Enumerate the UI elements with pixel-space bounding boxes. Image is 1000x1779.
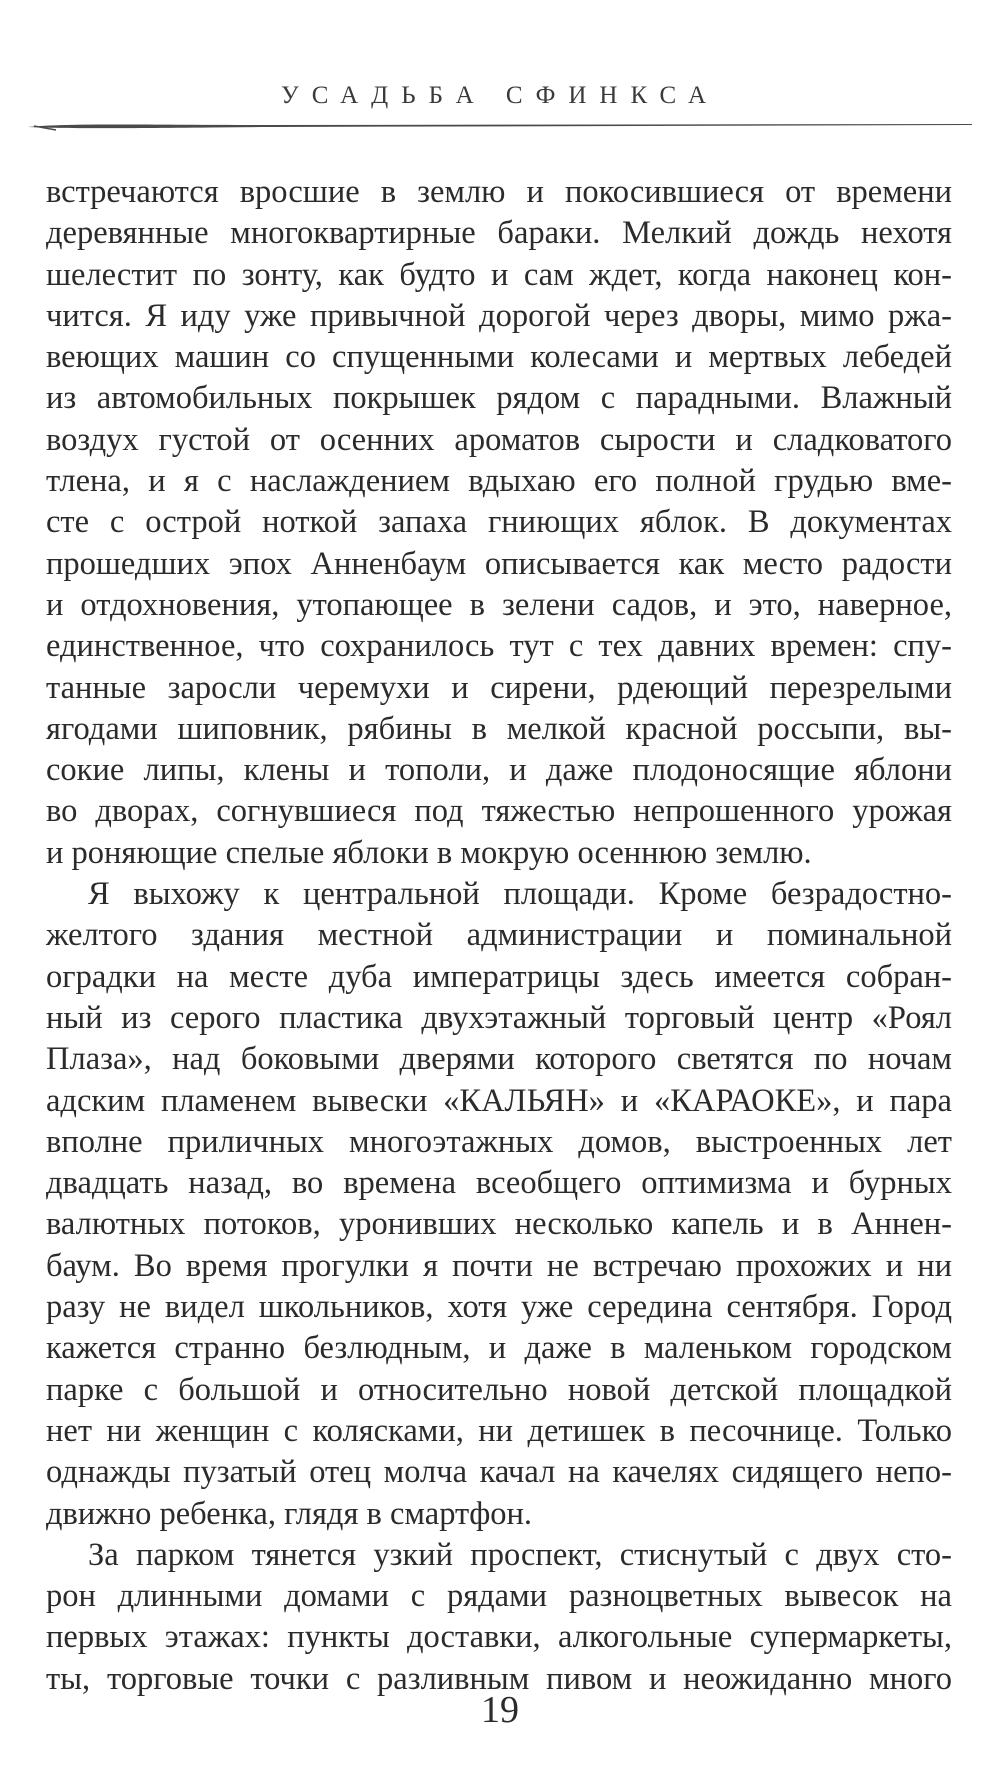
text-line: вполне приличных многоэтажных домов, выстроенных лет bbox=[46, 1123, 952, 1160]
text-line: За парком тянется узкий проспект, стиснутый с двух сто- bbox=[88, 1536, 952, 1573]
text-line: движно ребенка, глядя в смартфон. bbox=[46, 1495, 533, 1532]
text-line: и роняющие спелые яблоки в мокрую осеннюю землю. bbox=[46, 834, 812, 871]
text-line: рон длинными домами с рядами разноцветных вывесок на bbox=[46, 1578, 952, 1615]
text-line: шелестит по зонту, как будто и сам ждет, когда наконец кон- bbox=[46, 256, 952, 293]
text-line: Плаза», над боковыми дверями которого светятся по ночам bbox=[46, 1041, 952, 1078]
text-line: нет ни женщин с колясками, ни детишек в песочнице. Только bbox=[46, 1412, 952, 1449]
text-line: воздух густой от осенних ароматов сырости и сладковатого bbox=[46, 421, 952, 458]
text-line: чится. Я иду уже привычной дорогой через дворы, мимо ржа- bbox=[46, 297, 952, 334]
text-line: ный из серого пластика двухэтажный торговый центр «Роял bbox=[46, 999, 952, 1036]
text-line: Я выхожу к центральной площади. Кроме безрадостно- bbox=[88, 876, 952, 913]
text-line: из автомобильных покрышек рядом с парадными. Влажный bbox=[46, 380, 952, 417]
text-line: валютных потоков, уронивших несколько капель и в Аннен- bbox=[46, 1206, 952, 1243]
text-line: сокие липы, клены и тополи, и даже плодоносящие яблони bbox=[46, 752, 952, 789]
text-line: баум. Во время прогулки я почти не встречаю прохожих и ни bbox=[46, 1247, 952, 1284]
text-line: разу не видел школьников, хотя уже середина сентября. Город bbox=[46, 1289, 952, 1326]
text-line: прошедших эпох Анненбаум описывается как место радости bbox=[46, 545, 952, 582]
paragraph-1 bbox=[46, 172, 952, 874]
page-body bbox=[46, 172, 952, 1700]
text-line: единственное, что сохранилось тут с тех давних времен: спу- bbox=[46, 628, 952, 665]
paragraph-3 bbox=[46, 1535, 952, 1700]
running-header: УСАДЬБА СФИНКСА bbox=[281, 82, 719, 109]
text-line: адским пламенем вывески «КАЛЬЯН» и «КАРАОКЕ», и пара bbox=[46, 1082, 952, 1119]
paragraph-2 bbox=[46, 874, 952, 1535]
text-line: однажды пузатый отец молча качал на качелях сидящего непо- bbox=[46, 1454, 952, 1491]
text-line: веющих машин со спущенными колесами и мертвых лебедей bbox=[46, 339, 952, 376]
text-line: желтого здания местной администрации и поминальной bbox=[46, 917, 952, 954]
text-line: парке с большой и относительно новой детской площадкой bbox=[46, 1371, 952, 1408]
text-line: деревянные многоквартирные бараки. Мелкий дождь нехотя bbox=[46, 215, 952, 252]
text-line: первых этажах: пункты доставки, алкогольные супермаркеты, bbox=[46, 1619, 952, 1656]
text-line: тлена, и я с наслаждением вдыхаю его полной грудью вме- bbox=[46, 463, 952, 500]
text-line: и отдохновения, утопающее в зелени садов, и это, наверное, bbox=[46, 586, 952, 623]
text-line: кажется странно безлюдным, и даже в маленьком городском bbox=[46, 1330, 952, 1367]
text-line: двадцать назад, во времена всеобщего оптимизма и бурных bbox=[46, 1165, 952, 1202]
page-number: 19 bbox=[481, 1689, 519, 1731]
text-line: ты, торговые точки с разливным пивом и неожиданно много bbox=[46, 1660, 952, 1697]
text-line: сте с острой ноткой запаха гниющих яблок. В документах bbox=[46, 504, 952, 541]
text-line: оградки на месте дуба императрицы здесь имеется собран- bbox=[46, 958, 952, 995]
text-line: встречаются вросшие в землю и покосившиеся от времени bbox=[46, 174, 952, 210]
text-line: ягодами шиповник, рябины в мелкой красной россыпи, вы- bbox=[46, 710, 952, 747]
header-rule bbox=[28, 120, 972, 134]
text-line: во дворах, согнувшиеся под тяжестью непрошенного урожая bbox=[46, 793, 952, 830]
text-line: танные заросли черемухи и сирени, рдеющий перезрелыми bbox=[46, 669, 952, 706]
